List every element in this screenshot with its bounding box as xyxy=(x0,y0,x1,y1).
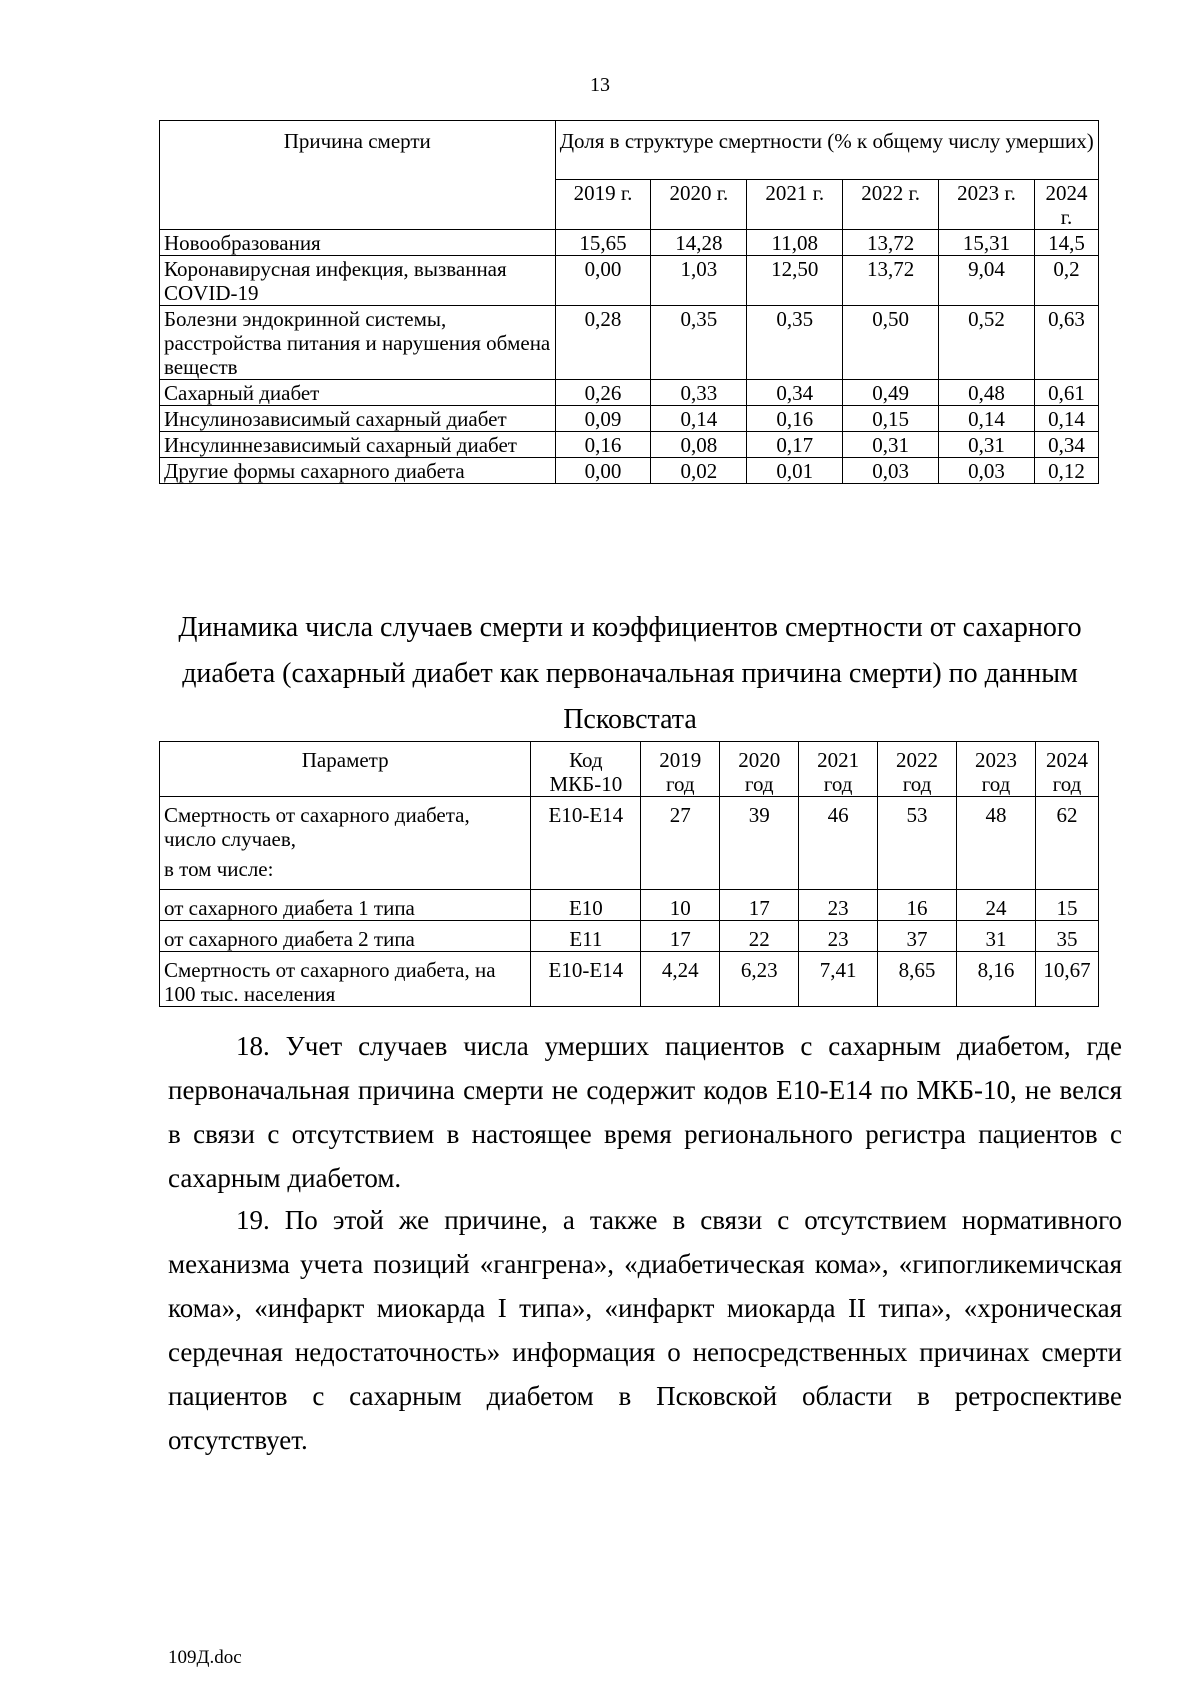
table-cell: 0,50 xyxy=(843,306,939,380)
table-cell: 7,41 xyxy=(799,952,878,1007)
table-cell: 0,48 xyxy=(939,380,1035,406)
table-cell: 16 xyxy=(878,890,957,921)
table-cell: 0,35 xyxy=(651,306,747,380)
year-header: 2022 год xyxy=(878,742,957,797)
row-label: Инсулинозависимый сахарный диабет xyxy=(160,406,556,432)
table-cell: 0,2 xyxy=(1034,256,1098,306)
row-label: от сахарного диабета 2 типа xyxy=(160,921,531,952)
year-header: 2021 год xyxy=(799,742,878,797)
table-cell: 9,04 xyxy=(939,256,1035,306)
table-cell: 35 xyxy=(1035,921,1098,952)
table-cell: 48 xyxy=(957,797,1036,890)
table-cell: 14,5 xyxy=(1034,230,1098,256)
table-cell: 0,14 xyxy=(1034,406,1098,432)
table-cell: 39 xyxy=(720,797,799,890)
table-cell: 0,35 xyxy=(747,306,843,380)
table-cell: 0,14 xyxy=(939,406,1035,432)
table-cell: 0,14 xyxy=(651,406,747,432)
table-cell: 0,03 xyxy=(843,458,939,484)
table-cell: 17 xyxy=(720,890,799,921)
table-cell: 0,61 xyxy=(1034,380,1098,406)
table-cell: 53 xyxy=(878,797,957,890)
table-cell: 0,00 xyxy=(555,256,651,306)
table-cell: 0,28 xyxy=(555,306,651,380)
year-header: 2024 год xyxy=(1035,742,1098,797)
table-cell: 0,01 xyxy=(747,458,843,484)
table-row xyxy=(160,458,1099,484)
table-cell: 15 xyxy=(1035,890,1098,921)
table-cell: 24 xyxy=(957,890,1036,921)
table-cell: 8,65 xyxy=(878,952,957,1007)
table-cell: 0,00 xyxy=(555,458,651,484)
table-cell: 4,24 xyxy=(641,952,720,1007)
table-cell: 15,65 xyxy=(555,230,651,256)
row-label-main: Смертность от сахарного диабета, число случаев, xyxy=(164,803,470,851)
table-cell: 0,17 xyxy=(747,432,843,458)
table-cell: 0,34 xyxy=(1034,432,1098,458)
header-param: Параметр xyxy=(160,742,531,797)
year-header: 2020 г. xyxy=(651,180,747,230)
table-cell: 46 xyxy=(799,797,878,890)
header-cause: Причина смерти xyxy=(160,121,556,230)
row-label: Инсулиннезависимый сахарный диабет xyxy=(160,432,556,458)
table-cell: 10,67 xyxy=(1035,952,1098,1007)
table-cell: 0,03 xyxy=(939,458,1035,484)
table-cell: 0,08 xyxy=(651,432,747,458)
table-row xyxy=(160,432,1099,458)
table-row xyxy=(160,380,1099,406)
table-cell: 0,02 xyxy=(651,458,747,484)
table-row xyxy=(160,890,1099,921)
row-label: Смертность от сахарного диабета, на 100 тыс. населения xyxy=(160,952,531,1007)
diabetes-mortality-table xyxy=(159,741,1099,1007)
table-cell: 0,09 xyxy=(555,406,651,432)
footer-filename: 109Д.doc xyxy=(168,1647,242,1668)
code-cell: E11 xyxy=(531,921,641,952)
table-cell: 0,49 xyxy=(843,380,939,406)
table-header-row xyxy=(160,121,1099,180)
table-cell: 1,03 xyxy=(651,256,747,306)
table-cell: 27 xyxy=(641,797,720,890)
table-row xyxy=(160,256,1099,306)
row-label: Болезни эндокринной системы, расстройства питания и нарушения обмена веществ xyxy=(160,306,556,380)
table-cell: 62 xyxy=(1035,797,1098,890)
row-label: Другие формы сахарного диабета xyxy=(160,458,556,484)
page-number: 13 xyxy=(590,74,610,96)
table-cell: 17 xyxy=(641,921,720,952)
table-cell: 6,23 xyxy=(720,952,799,1007)
row-label: от сахарного диабета 1 типа xyxy=(160,890,531,921)
table-row xyxy=(160,406,1099,432)
table-cell: 8,16 xyxy=(957,952,1036,1007)
table-cell: 31 xyxy=(957,921,1036,952)
row-label-sub: в том числе: xyxy=(164,857,274,881)
header-share: Доля в структуре смертности (% к общему числу умерших) xyxy=(555,121,1098,180)
table-row xyxy=(160,797,1099,890)
year-header: 2021 г. xyxy=(747,180,843,230)
row-label xyxy=(160,797,531,890)
table-cell: 0,63 xyxy=(1034,306,1098,380)
table-cell: 11,08 xyxy=(747,230,843,256)
row-label: Новообразования xyxy=(160,230,556,256)
table-cell: 13,72 xyxy=(843,230,939,256)
paragraph-19: 19. По этой же причине, а также в связи с отсутствием нормативного механизма учета позиций «гангрена», «диабетическая кома», «гипогликемичская кома», «инфаркт миокарда I типа», «инфаркт миокарда II типа», «хроническая сердечная недостаточность» информация о непосредственных причинах смерти пациентов с сахарным диабетом в Псковской области в ретроспективе отсутствует. xyxy=(168,1205,1122,1455)
table-cell: 0,12 xyxy=(1034,458,1098,484)
year-header: 2019 год xyxy=(641,742,720,797)
table-cell: 10 xyxy=(641,890,720,921)
year-header: 2022 г. xyxy=(843,180,939,230)
table-cell: 23 xyxy=(799,890,878,921)
table-cell: 0,26 xyxy=(555,380,651,406)
table-cell: 0,15 xyxy=(843,406,939,432)
table-cell: 0,33 xyxy=(651,380,747,406)
year-header: 2020 год xyxy=(720,742,799,797)
year-header: 2019 г. xyxy=(555,180,651,230)
table-row xyxy=(160,921,1099,952)
table-cell: 0,31 xyxy=(939,432,1035,458)
year-header: 2023 год xyxy=(957,742,1036,797)
year-header: 2024 г. xyxy=(1034,180,1098,230)
table-cell: 13,72 xyxy=(843,256,939,306)
table-cell: 22 xyxy=(720,921,799,952)
table-cell: 0,31 xyxy=(843,432,939,458)
paragraph-18: 18. Учет случаев числа умерших пациентов с сахарным диабетом, где первоначальная причина смерти не содержит кодов E10-E14 по МКБ-10, не велся в связи с отсутствием в настоящее время регионального регистра пациентов с сахарным диабетом. xyxy=(168,1031,1122,1193)
mortality-structure-table xyxy=(159,120,1099,484)
table-row xyxy=(160,952,1099,1007)
section-title: Динамика числа случаев смерти и коэффициентов смертности от сахарного диабета (сахарный диабет как первоначальная причина смерти) по данным Псковстата xyxy=(178,612,1082,735)
table-cell: 0,16 xyxy=(555,432,651,458)
code-cell: E10 xyxy=(531,890,641,921)
code-cell: E10-E14 xyxy=(531,797,641,890)
row-label: Коронавирусная инфекция, вызванная COVID-19 xyxy=(160,256,556,306)
table-cell: 23 xyxy=(799,921,878,952)
table-cell: 0,16 xyxy=(747,406,843,432)
table-cell: 14,28 xyxy=(651,230,747,256)
code-cell: E10-E14 xyxy=(531,952,641,1007)
row-label: Сахарный диабет xyxy=(160,380,556,406)
table-cell: 0,34 xyxy=(747,380,843,406)
table-cell: 12,50 xyxy=(747,256,843,306)
table-header-row xyxy=(160,742,1099,797)
table-cell: 0,52 xyxy=(939,306,1035,380)
header-code: Код МКБ-10 xyxy=(531,742,641,797)
table-row xyxy=(160,306,1099,380)
table-cell: 37 xyxy=(878,921,957,952)
year-header: 2023 г. xyxy=(939,180,1035,230)
table-cell: 15,31 xyxy=(939,230,1035,256)
table-row xyxy=(160,230,1099,256)
